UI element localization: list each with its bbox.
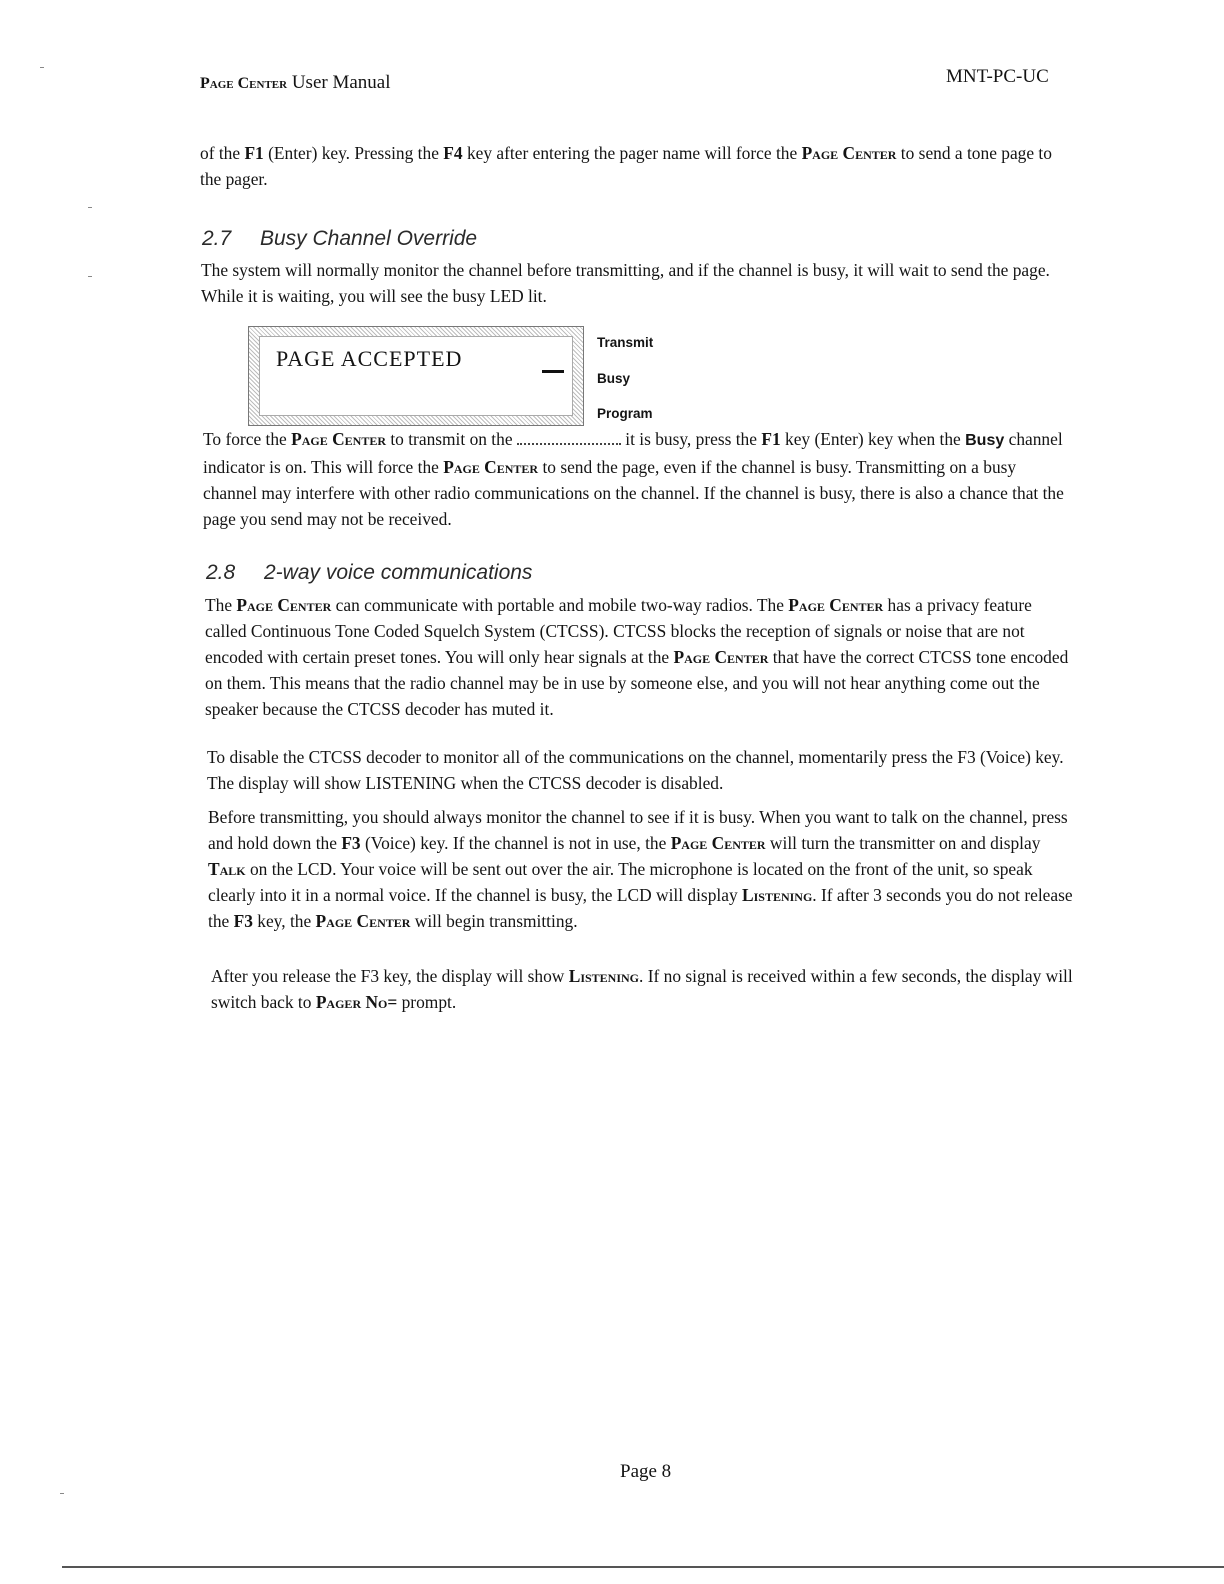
product-name: Page Center bbox=[443, 457, 539, 477]
s28-paragraph-2: To disable the CTCSS decoder to monitor all of the communications on the channel, momentarily press the F3 (Voice) key. The display will show LISTENING when the CTCSS decoder is disabled. bbox=[207, 747, 1064, 793]
text: to transmit on the bbox=[386, 429, 517, 449]
s27-paragraph-1: The system will normally monitor the channel before transmitting, and if the channel is busy, it will wait to send the page. While it is waiting, you will see the busy LED lit. bbox=[201, 260, 1050, 306]
scan-speck bbox=[88, 276, 92, 277]
key-f1: F1 bbox=[761, 429, 781, 449]
lcd-message-listening: Listening bbox=[742, 885, 813, 905]
product-name: Page Center bbox=[291, 429, 386, 449]
scan-speck bbox=[88, 207, 92, 208]
text: . If after 3 seconds you do not release the bbox=[208, 885, 1073, 931]
scan-speck bbox=[60, 1493, 64, 1494]
bottom-rule bbox=[62, 1566, 1224, 1568]
lcd-text: PAGE ACCEPTED bbox=[276, 346, 463, 371]
text: will begin transmitting. bbox=[410, 911, 578, 931]
running-header bbox=[200, 72, 391, 94]
text: . If no signal is received within a few seconds, the display will switch back to bbox=[211, 966, 1073, 1012]
lcd-cursor bbox=[542, 370, 564, 373]
obscured-text bbox=[517, 437, 621, 445]
product-name: Page Center bbox=[315, 911, 411, 931]
product-name: Page Center bbox=[673, 647, 769, 667]
lcd-screen bbox=[259, 336, 573, 416]
text: it is busy, press the bbox=[620, 429, 762, 449]
scan-speck bbox=[40, 67, 44, 68]
text: that have the correct CTCSS tone encoded on them. This means that the radio channel may be in use by someone else, and you will not hear anything come out the speaker because the CTCSS decoder has muted it. bbox=[205, 647, 1069, 719]
intro-paragraph bbox=[200, 140, 1070, 192]
busy-indicator-name: Busy bbox=[965, 432, 1005, 449]
page-number: Page 8 bbox=[620, 1461, 672, 1482]
text: prompt. bbox=[397, 992, 457, 1012]
text: After you release the F3 key, the display will show bbox=[211, 966, 569, 986]
text: channel indicator is on. This will force the bbox=[203, 429, 1063, 477]
lcd-message-listening: Listening bbox=[568, 966, 640, 986]
text: key after entering the pager name will force the bbox=[462, 143, 802, 163]
text: will turn the transmitter on and display bbox=[765, 833, 1041, 853]
text: (Voice) key. If the channel is not in use, the bbox=[360, 833, 671, 853]
section-title: Busy Channel Override bbox=[260, 227, 478, 250]
header-brand: Page Center bbox=[200, 75, 288, 92]
product-name: Page Center bbox=[670, 833, 766, 853]
text: (Enter) key. Pressing the bbox=[263, 143, 444, 163]
s27-paragraph-2 bbox=[203, 426, 1071, 532]
indicator-program: Program bbox=[597, 406, 653, 421]
text: key (Enter) key when the bbox=[780, 429, 966, 449]
indicator-busy: Busy bbox=[597, 371, 631, 386]
s28-paragraph-4 bbox=[211, 963, 1081, 1015]
s28-paragraph-3 bbox=[208, 804, 1078, 934]
text: to send a tone page to the pager. bbox=[200, 143, 1052, 189]
header-title: User Manual bbox=[287, 72, 391, 93]
text: can communicate with portable and mobile two-way radios. The bbox=[331, 595, 789, 615]
section-title: 2-way voice communications bbox=[264, 561, 533, 584]
key-f4: F4 bbox=[443, 143, 463, 163]
text: of the bbox=[200, 143, 245, 163]
key-f3: F3 bbox=[341, 833, 361, 853]
key-f3: F3 bbox=[233, 911, 253, 931]
lcd-display-illustration bbox=[248, 326, 584, 426]
section-heading-2-8 bbox=[206, 561, 532, 585]
lcd-prompt-pager-no: Pager No= bbox=[315, 992, 398, 1012]
text: to send the page, even if the channel is busy. Transmitting on a busy channel may interfere with other radio communications on the channel. If the channel is busy, there is also a chance that the page you send may not be received. bbox=[203, 457, 1064, 529]
doc-code: MNT-PC-UC bbox=[946, 66, 1049, 87]
text: The bbox=[205, 595, 237, 615]
section-number: 2.7 bbox=[202, 227, 232, 250]
product-name: Page Center bbox=[236, 595, 332, 615]
lcd-message-talk: Talk bbox=[208, 859, 246, 879]
text: Before transmitting, you should always monitor the channel to see if it is busy. When you want to talk on the channel, press and hold down the bbox=[208, 807, 1068, 853]
text: on the LCD. Your voice will be sent out over the air. The microphone is located on the front of the unit, so speak clearly into it in a normal voice. If the channel is busy, the LCD will display bbox=[208, 859, 1033, 905]
product-name: Page Center bbox=[801, 143, 897, 163]
section-number: 2.8 bbox=[206, 561, 236, 584]
s28-paragraph-1 bbox=[205, 592, 1075, 722]
text: To force the bbox=[203, 429, 292, 449]
indicator-transmit: Transmit bbox=[597, 335, 654, 350]
text: has a privacy feature called Continuous Tone Coded Squelch System (CTCSS). CTCSS blocks the reception of signals or noise that are not encoded with certain preset tones. You will only hear signals at the bbox=[205, 595, 1032, 667]
key-f1: F1 bbox=[244, 143, 264, 163]
text: key, the bbox=[252, 911, 316, 931]
product-name: Page Center bbox=[788, 595, 884, 615]
section-heading-2-7 bbox=[202, 227, 477, 251]
